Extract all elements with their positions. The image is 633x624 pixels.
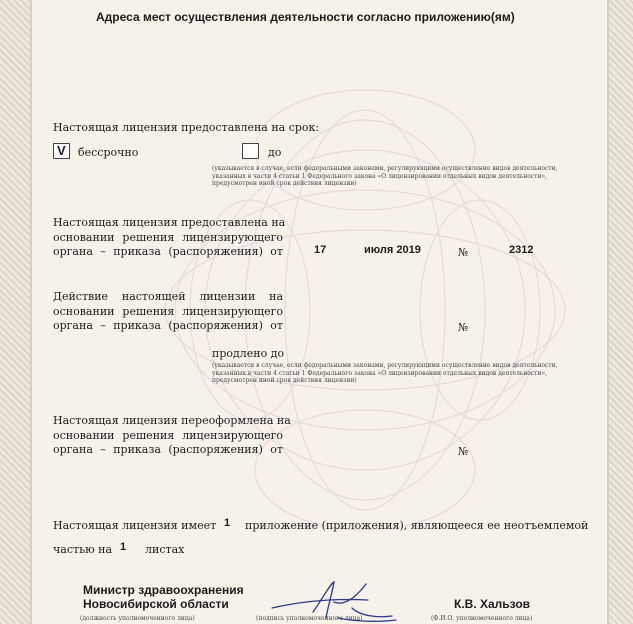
sheets-count: 1 (120, 541, 127, 553)
border-edge-right (607, 0, 609, 624)
unlimited-checkbox[interactable] (53, 143, 70, 159)
caption-position: (должность уполномоченного лица) (80, 615, 195, 622)
unlimited-label: бессрочно (78, 146, 139, 159)
caption-signature: (подпись уполномоченного лица) (256, 615, 363, 622)
checkbox-mark: V (57, 143, 66, 158)
grant-line-1: Настоящая лицензия предоставлена на (53, 216, 286, 229)
ornamental-border-right (609, 0, 633, 624)
appendix-prefix: Настоящая лицензия имеет (53, 519, 217, 532)
suspension-number-sign: № (458, 321, 469, 334)
signer-position-line-2: Новосибирской области (83, 597, 229, 611)
suspension-line-2: основании решения лицензирующего (53, 305, 283, 318)
sheets-prefix: частью на (53, 543, 113, 556)
extended-label: продлено до (212, 347, 285, 360)
ornamental-border-left (0, 0, 30, 624)
grant-line-2: основании решения лицензирующего (53, 231, 283, 244)
grant-day: 17 (314, 244, 327, 256)
until-checkbox[interactable] (242, 143, 259, 159)
until-label: до (268, 146, 282, 159)
suspension-line-1: Действие настоящей лицензии на (53, 290, 283, 303)
appendix-suffix: приложение (приложения), являющееся ее неотъемлемой (245, 519, 589, 532)
page-title: Адреса мест осуществления деятельности согласно приложению(ям) (96, 10, 515, 24)
suspension-note: (указывается в случае, если федеральными законами, регулирующими осуществление видов деятельности, указанных в части 4 статьи 1 Федерального закона «О лицензировании отдельных видов деятельности», предусмотрен иной срок действия лицензии) (212, 362, 558, 384)
suspension-line-3: органа – приказа (распоряжения) от (53, 319, 283, 332)
grant-number: 2312 (509, 244, 534, 256)
border-edge-left (30, 0, 32, 624)
grant-line-3: органа – приказа (распоряжения) от (53, 245, 283, 258)
sheets-label: листах (145, 543, 185, 556)
grant-number-sign: № (458, 246, 469, 259)
caption-name: (Ф.И.О. уполномоченного лица) (431, 615, 533, 622)
term-note: (указывается в случае, если федеральными законами, регулирующими осуществление видов деятельности, указанных в части 4 статьи 1 Федерального закона «О лицензировании отдельных видов деятельности», предусмотрен иной срок действия лицензии) (212, 165, 558, 187)
reissue-line-1: Настоящая лицензия переоформлена на (53, 414, 291, 427)
reissue-line-3: органа – приказа (распоряжения) от (53, 443, 283, 456)
reissue-number-sign: № (458, 445, 469, 458)
term-label: Настоящая лицензия предоставлена на срок: (53, 121, 320, 134)
signer-name: К.В. Хальзов (454, 597, 531, 611)
signer-position-line-1: Министр здравоохранения (83, 583, 244, 597)
reissue-line-2: основании решения лицензирующего (53, 429, 283, 442)
appendix-count: 1 (224, 517, 231, 529)
grant-month-year: июля 2019 (364, 244, 421, 256)
